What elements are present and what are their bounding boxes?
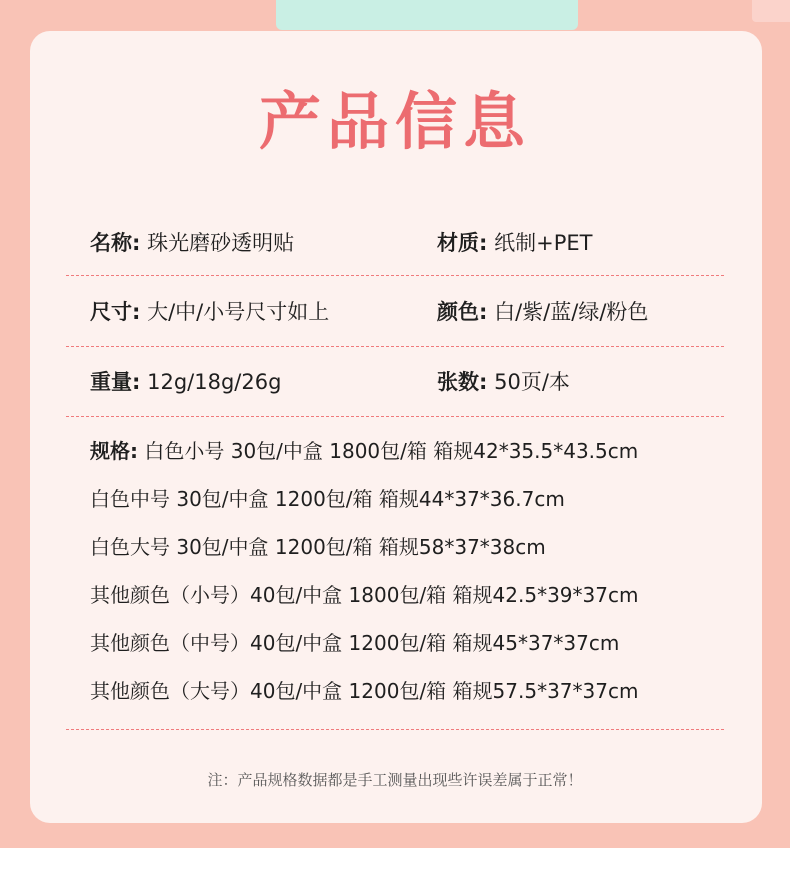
spec-line-text: 白色小号 30包/中盒 1800包/箱 箱规42*35.5*43.5cm <box>144 439 639 463</box>
material-value: 纸制+PET <box>494 231 593 255</box>
spec-line: 其他颜色（中号）40包/中盒 1200包/箱 箱规45*37*37cm <box>90 631 620 655</box>
spec-line: 白色大号 30包/中盒 1200包/箱 箱规58*37*38cm <box>90 535 546 559</box>
size-value: 大/中/小号尺寸如上 <box>147 300 330 324</box>
pages-value: 50页/本 <box>494 370 570 394</box>
divider <box>66 346 724 347</box>
pages-label: 张数: <box>437 370 488 394</box>
color-value: 白/紫/蓝/绿/粉色 <box>494 300 649 324</box>
spec-line <box>90 436 638 466</box>
material-row <box>437 228 592 258</box>
decorative-pink-block <box>752 0 790 22</box>
weight-value: 12g/18g/26g <box>147 370 282 394</box>
weight-row <box>90 367 281 397</box>
size-label: 尺寸: <box>90 300 141 324</box>
spec-label: 规格: <box>90 439 138 463</box>
footnote: 注：产品规格数据都是手工测量出现些许误差属于正常！ <box>207 771 583 789</box>
page-title: 产品信息 <box>258 85 531 158</box>
spec-line: 其他颜色（大号）40包/中盒 1200包/箱 箱规57.5*37*37cm <box>90 679 639 703</box>
name-value: 珠光磨砂透明贴 <box>147 231 295 255</box>
divider <box>66 729 724 730</box>
size-row <box>90 297 329 327</box>
name-label: 名称: <box>90 231 141 255</box>
divider <box>66 416 724 417</box>
divider <box>66 275 724 276</box>
decorative-mint-block <box>276 0 578 30</box>
color-row <box>437 297 648 327</box>
material-label: 材质: <box>437 231 488 255</box>
spec-line: 其他颜色（小号）40包/中盒 1800包/箱 箱规42.5*39*37cm <box>90 583 639 607</box>
name-row <box>90 228 294 258</box>
spec-line: 白色中号 30包/中盒 1200包/箱 箱规44*37*36.7cm <box>90 487 565 511</box>
weight-label: 重量: <box>90 370 141 394</box>
color-label: 颜色: <box>437 300 488 324</box>
pages-row <box>437 367 570 397</box>
